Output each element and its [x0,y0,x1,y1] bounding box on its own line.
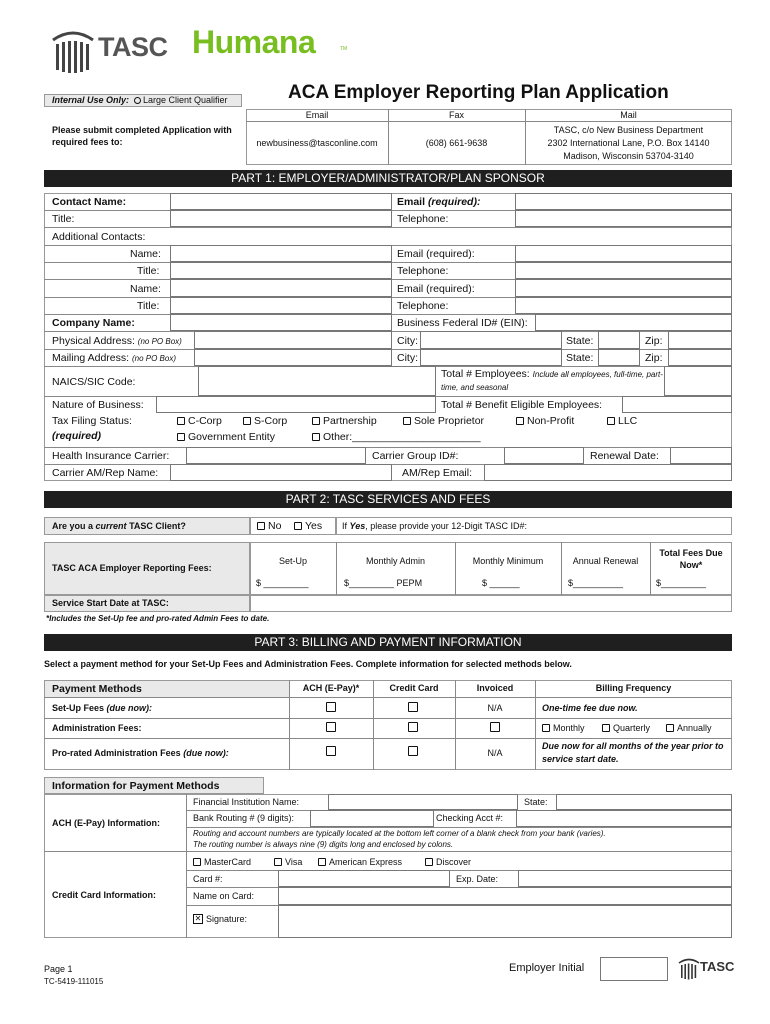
physical-zip-label: Zip: [645,335,663,347]
llc-checkbox[interactable] [607,417,615,425]
card-number-input[interactable] [278,870,450,887]
payment-instruction: Select a payment method for your Set-Up Fees and Administration Fees. Complete information for selected methods below. [44,659,572,669]
fees-footnote: *Includes the Set-Up fee and pro-rated Admin Fees to date. [46,614,270,623]
physical-address-label: Physical Address: (no PO Box) [52,335,182,347]
page-number: Page 1 [44,964,73,974]
routing-label: Bank Routing # (9 digits): [193,813,295,823]
fee-value-total[interactable]: $_________ [656,578,707,588]
page-title: ACA Employer Reporting Plan Application [288,82,669,103]
exp-date-input[interactable] [518,870,732,887]
admin-ach-checkbox[interactable] [326,722,336,732]
prorated-credit-checkbox[interactable] [408,746,418,756]
invoiced-header: Invoiced [476,683,514,693]
checking-input[interactable] [516,810,732,827]
renewal-date-label: Renewal Date: [590,450,659,462]
submit-email[interactable]: newbusiness@tasconline.com [256,138,378,148]
client-no-checkbox[interactable] [257,522,265,530]
add-name-label-2: Name: [130,283,161,295]
signature-x-icon: ✕ [194,914,202,923]
client-yes-option[interactable]: Yes [294,520,322,532]
internal-use-option[interactable] [134,95,228,105]
card-number-label: Card #: [193,874,223,884]
ach-info-label: ACH (E-Pay) Information: [52,818,160,828]
mailing-zip-label: Zip: [645,352,663,364]
ach-state-label: State: [524,797,548,807]
billing-frequency-header: Billing Frequency [595,683,672,693]
company-name-label: Company Name: [52,317,135,329]
setup-ach-checkbox[interactable] [326,702,336,712]
signature-label: ✕ Signature: [194,914,248,924]
card-amex[interactable]: American Express [318,857,402,867]
tax-option-nonprofit[interactable]: Non-Profit [516,415,574,427]
add-title-label-1: Title: [137,265,160,277]
payment-methods-header: Payment Methods [52,683,142,695]
fee-value-annual-renewal[interactable]: $__________ [568,578,624,588]
part3-header: PART 3: BILLING AND PAYMENT INFORMATION [44,634,732,651]
total-employees-label: Total # Employees: Include all employees, full-time, part-time, and seasonal [441,368,663,392]
prorated-ach-checkbox[interactable] [326,746,336,756]
add-email-label-2: Email (required): [397,283,475,295]
client-no-option[interactable]: No [257,520,281,532]
government-checkbox[interactable] [177,433,185,441]
carrier-group-label: Carrier Group ID#: [372,450,459,462]
routing-note-2: The routing number is always nine (9) digits long and enclosed by colons. [193,840,454,849]
annually-checkbox[interactable] [666,724,674,732]
admin-invoiced-checkbox[interactable] [490,722,500,732]
mail-line-1: TASC, c/o New Business Department [553,125,704,135]
carrier-label: Health Insurance Carrier: [52,450,170,462]
tax-option-partnership[interactable]: Partnership [312,415,377,427]
fee-header-monthly-minimum: Monthly Minimum [472,556,544,566]
fee-header-setup: Set-Up [278,556,307,566]
institution-label: Financial Institution Name: [193,797,300,807]
mailing-city-label: City: [397,352,418,364]
frequency-annually[interactable]: Annually [666,723,712,733]
footer-tasc-logo [678,956,734,982]
nature-label: Nature of Business: [52,399,144,411]
add-name-label-1: Name: [130,248,161,260]
fee-header-total: Total Fees Due Now* [659,548,723,570]
mail-line-2: 2302 International Lane, P.O. Box 14140 [547,138,710,148]
exp-date-label: Exp. Date: [456,874,499,884]
internal-use-label: Internal Use Only: [52,95,130,105]
fax-header: Fax [448,110,464,120]
visa-checkbox[interactable] [274,858,282,866]
humana-logo: Humana [192,24,316,60]
tax-option-llc[interactable]: LLC [607,415,637,427]
mail-line-3: Madison, Wisconsin 53704-3140 [563,151,694,161]
quarterly-checkbox[interactable] [602,724,610,732]
setup-billing-text: One-time fee due now. [542,703,638,713]
ein-label: Business Federal ID# (EIN): [397,317,528,329]
rep-email-label: AM/Rep Email: [402,467,473,479]
ach-header: ACH (E-Pay)* [302,683,360,693]
client-yes-checkbox[interactable] [294,522,302,530]
frequency-monthly[interactable]: Monthly [542,723,585,733]
mastercard-checkbox[interactable] [193,858,201,866]
card-visa[interactable]: Visa [274,857,302,867]
tax-option-scorp[interactable]: S-Corp [243,415,287,427]
fee-value-setup[interactable]: $ _________ [256,578,309,588]
tasc-id-label: If Yes, please provide your 12-Digit TASC ID#: [342,521,527,531]
card-mastercard[interactable]: MasterCard [193,857,251,867]
signature-input[interactable] [278,905,732,938]
routing-note-1: Routing and account numbers are typically located at the bottom left corner of a blank check from your bank (varies). [193,829,606,838]
checking-label: Checking Acct #: [436,813,504,823]
tax-option-sole-proprietor[interactable]: Sole Proprietor [403,415,484,427]
tasc-logo-text: TASC [98,32,168,62]
add-telephone-label-2: Telephone: [397,300,449,312]
email-required-label: Email (required): [397,196,481,208]
large-client-radio[interactable] [134,97,141,104]
name-on-card-label: Name on Card: [193,891,255,901]
info-title: Information for Payment Methods [52,780,220,792]
mail-header: Mail [620,110,637,120]
submit-fax: (608) 661-9638 [425,138,488,148]
tax-required-label: (required) [52,430,102,442]
footer-tasc-text: TASC [700,959,735,974]
humana-tm: TM [340,46,348,52]
tax-option-ccorp[interactable]: C-Corp [177,415,222,427]
prorated-invoiced-na: N/A [487,748,503,758]
admin-fees-row-label: Administration Fees: [52,723,142,733]
part2-header: PART 2: TASC SERVICES AND FEES [44,491,732,508]
frequency-quarterly[interactable]: Quarterly [602,723,650,733]
prorated-billing-text: Due now for all months of the year prior to service start date. [542,741,724,764]
partnership-checkbox[interactable] [312,417,320,425]
discover-checkbox[interactable] [425,858,433,866]
prorated-fees-row-label: Pro-rated Administration Fees (due now): [52,748,229,758]
admin-credit-checkbox[interactable] [408,722,418,732]
email-header: Email [305,110,329,120]
tax-option-other[interactable]: Other:______________________ [312,431,481,443]
monthly-checkbox[interactable] [542,724,550,732]
card-discover[interactable]: Discover [425,857,471,867]
other-checkbox[interactable] [312,433,320,441]
naics-label: NAICS/SIC Code: [52,376,136,388]
telephone-label: Telephone: [397,213,449,225]
title-label: Title: [52,213,75,225]
current-client-label: Are you a current TASC Client? [52,521,186,531]
institution-input[interactable] [328,794,518,810]
service-start-label: Service Start Date at TASC: [52,598,169,608]
routing-input[interactable] [310,810,434,827]
setup-fees-row-label: Set-Up Fees (due now): [52,703,153,713]
ccorp-checkbox[interactable] [177,417,185,425]
benefit-employees-label: Total # Benefit Eligible Employees: [441,399,603,411]
employer-initial-input[interactable] [600,957,668,981]
fee-header-annual-renewal: Annual Renewal [572,556,639,566]
fee-value-monthly-minimum[interactable]: $ ______ [482,578,520,588]
submit-instructions: Please submit completed Application with required fees to: [52,125,232,147]
mailing-address-label: Mailing Address: (no PO Box) [52,352,176,364]
nonprofit-checkbox[interactable] [516,417,524,425]
employer-initial-label: Employer Initial [509,962,585,974]
scorp-checkbox[interactable] [243,417,251,425]
physical-state-label: State: [566,335,594,347]
physical-city-label: City: [397,335,418,347]
tax-option-government[interactable]: Government Entity [177,431,275,443]
name-on-card-input[interactable] [278,887,732,905]
fees-label: TASC ACA Employer Reporting Fees: [52,563,212,573]
setup-credit-checkbox[interactable] [408,702,418,712]
contact-name-label: Contact Name: [52,196,127,208]
add-email-label-1: Email (required): [397,248,475,260]
tasc-logo-icon [50,26,96,74]
fee-value-monthly-admin[interactable]: $_________ PEPM [344,578,423,588]
ach-state-input[interactable] [556,794,732,810]
setup-invoiced-na: N/A [487,703,503,713]
footer-tasc-logo-icon [678,956,700,980]
credit-card-info-label: Credit Card Information: [52,890,157,900]
add-title-label-2: Title: [137,300,160,312]
sole-proprietor-checkbox[interactable] [403,417,411,425]
amex-checkbox[interactable] [318,858,326,866]
credit-card-header: Credit Card [389,683,439,693]
large-client-label: Large Client Qualifier [143,95,228,105]
part1-header: PART 1: EMPLOYER/ADMINISTRATOR/PLAN SPONSOR [44,170,732,187]
add-telephone-label-1: Telephone: [397,265,449,277]
additional-contacts-label: Additional Contacts: [52,231,146,243]
tax-filing-label: Tax Filing Status: [52,415,132,427]
tasc-logo [50,26,180,74]
fee-header-monthly-admin: Monthly Admin [365,556,426,566]
service-start-input[interactable] [250,595,732,612]
form-code: TC-5419-111015 [44,977,104,986]
mailing-state-label: State: [566,352,594,364]
carrier-rep-label: Carrier AM/Rep Name: [52,467,159,479]
